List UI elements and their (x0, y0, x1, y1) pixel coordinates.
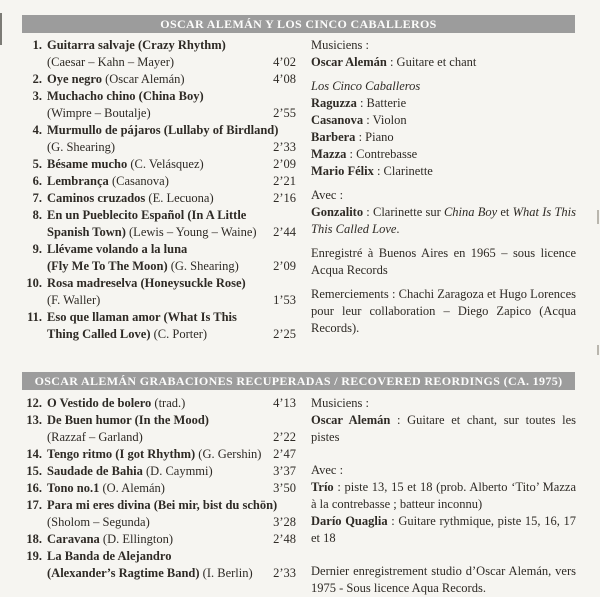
credit-line: Remerciements : Chachi Zaragoza et Hugo Lorences pour leur collaboration – Diego Zapico (Acqua Records). (311, 287, 576, 335)
track-title: Muchacho chino (China Boy) (47, 89, 204, 103)
track-row (22, 480, 296, 497)
track-duration: 2’48 (273, 532, 296, 546)
track-number: 11. (27, 310, 42, 324)
scan-edge-artifact (0, 13, 2, 45)
track-title: O Vestido de bolero (trad.) (47, 396, 186, 410)
track-number (22, 258, 42, 275)
track-title: Caravana (D. Ellington) (47, 532, 174, 546)
track-number: 2. (32, 72, 42, 86)
track-number (22, 565, 42, 582)
track-title: Rosa madreselva (Honeysuckle Rose) (47, 276, 246, 290)
track-title: Tengo ritmo (I got Rhythm) (G. Gershin) (47, 447, 262, 461)
track-row (22, 531, 296, 548)
track-duration: 4’08 (273, 72, 296, 86)
scan-mark-artifact (597, 345, 599, 355)
track-title: Saudade de Bahia (D. Caymmi) (47, 464, 213, 478)
track-row (22, 309, 296, 326)
track-row (22, 275, 296, 292)
track-duration: 2’33 (273, 566, 296, 580)
track-duration (262, 88, 296, 105)
track-title: Spanish Town) (Lewis – Young – Waine) (47, 225, 257, 239)
track-duration (262, 207, 296, 224)
track-number (22, 429, 42, 446)
track-number: 17. (26, 498, 42, 512)
track-duration: 2’33 (273, 140, 296, 154)
track-row (22, 190, 296, 207)
track-duration (262, 241, 296, 258)
track-duration: 2’16 (273, 191, 296, 205)
track-row (22, 71, 296, 88)
track-duration: 3’37 (273, 464, 296, 478)
track-duration: 4’13 (273, 396, 296, 410)
track-number: 12. (26, 396, 42, 410)
track-number: 19. (26, 549, 42, 563)
track-row (22, 292, 296, 309)
track-duration: 2’55 (273, 106, 296, 120)
track-row (22, 122, 296, 139)
track-title: (Razzaf – Garland) (47, 430, 143, 444)
track-row (22, 326, 296, 343)
track-duration: 3’50 (273, 481, 296, 495)
track-title: (Sholom – Segunda) (47, 515, 150, 529)
track-title: Caminos cruzados (E. Lecuona) (47, 191, 214, 205)
credit-line: Mazza : Contrebasse (311, 147, 418, 161)
track-row (22, 37, 296, 54)
track-number (22, 139, 42, 156)
track-duration: 2’09 (273, 157, 296, 171)
track-title: De Buen humor (In the Mood) (47, 413, 209, 427)
track-title: Oye negro (Oscar Alemán) (47, 72, 185, 86)
track-duration: 2’21 (273, 174, 296, 188)
track-duration (262, 37, 296, 54)
section2-header-bar (22, 372, 575, 390)
track-duration (262, 412, 296, 429)
track-number (22, 326, 42, 343)
track-title: Para mi eres divina (Bei mir, bist du schön) (47, 498, 278, 512)
credit-line: Gonzalito : Clarinette sur China Boy et What Is This This Called Love. (311, 205, 576, 236)
track-title: Lembrança (Casanova) (47, 174, 169, 188)
track-row (22, 395, 296, 412)
track-row (22, 173, 296, 190)
track-number: 15. (26, 464, 42, 478)
track-number: 14. (26, 447, 42, 461)
section2-header-title: OSCAR ALEMÁN GRABACIONES RECUPERADAS / RECOVERED REORDINGS (CA. 1975) (34, 373, 563, 388)
track-row (22, 429, 296, 446)
track-number: 6. (32, 174, 42, 188)
track-title: Thing Called Love) (C. Porter) (47, 327, 208, 341)
track-row (22, 548, 296, 565)
track-row (22, 224, 296, 241)
track-number: 16. (26, 481, 42, 495)
track-duration: 2’44 (273, 225, 296, 239)
track-row (22, 54, 296, 71)
track-row (22, 497, 296, 514)
track-title: Murmullo de pájaros (Lullaby of Birdland) (47, 123, 279, 137)
credit-line: Avec : (311, 188, 344, 202)
track-row (22, 139, 296, 156)
credit-line: Enregistré à Buenos Aires en 1965 – sous licence Acqua Records (311, 246, 576, 277)
track-number (22, 105, 42, 122)
track-row (22, 412, 296, 429)
credit-line: Barbera : Piano (311, 130, 394, 144)
track-row (22, 446, 296, 463)
section1-header-bar (22, 15, 575, 33)
credit-line: Mario Félix : Clarinette (311, 164, 433, 178)
credit-line: Trío : piste 13, 15 et 18 (prob. Alberto ‘Tito’ Mazza à la contrebasse ; batteur inconnu) (311, 480, 576, 511)
credit-line: Musiciens : (311, 396, 369, 410)
track-duration (262, 309, 296, 326)
credit-line: Musiciens : (311, 38, 369, 52)
track-title: La Banda de Alejandro (47, 549, 172, 563)
track-duration (262, 548, 296, 565)
track-row (22, 156, 296, 173)
track-duration (262, 275, 296, 292)
section1-header-title: OSCAR ALEMÁN Y LOS CINCO CABALLEROS (160, 16, 437, 31)
credit-line: Oscar Alemán : Guitare et chant, sur toutes les pistes (311, 413, 576, 444)
track-title: Bésame mucho (C. Velásquez) (47, 157, 204, 171)
track-row (22, 88, 296, 105)
track-number: 13. (26, 413, 42, 427)
section1-track-list (22, 37, 296, 343)
track-number (22, 54, 42, 71)
credit-line: Dernier enregistrement studio d’Oscar Alemán, vers 1975 - Sous licence Aqua Records. (311, 564, 576, 595)
track-title: (G. Shearing) (47, 140, 116, 154)
track-title: Eso que llaman amor (What Is This (47, 310, 237, 324)
section2-track-list (22, 395, 296, 582)
track-number: 7. (32, 191, 42, 205)
credit-line: Los Cinco Caballeros (311, 79, 421, 93)
track-number: 3. (32, 89, 42, 103)
track-duration: 4’02 (273, 55, 296, 69)
track-title: (Alexander’s Ragtime Band) (I. Berlin) (47, 566, 253, 580)
credit-line: Raguzza : Batterie (311, 96, 407, 110)
scan-mark-artifact (597, 210, 599, 224)
track-title: Llévame volando a la luna (47, 242, 188, 256)
track-number (22, 514, 42, 531)
credit-line: Casanova : Violon (311, 113, 407, 127)
track-number: 5. (32, 157, 42, 171)
track-number (22, 292, 42, 309)
track-title: En un Pueblecito Español (In A Little (47, 208, 247, 222)
track-row (22, 463, 296, 480)
credit-line: Darío Quaglia : Guitare rythmique, piste 15, 16, 17 et 18 (311, 514, 576, 545)
section1-credits-column (311, 37, 576, 337)
track-row (22, 105, 296, 122)
track-number: 1. (32, 38, 42, 52)
track-title: Tono no.1 (O. Alemán) (47, 481, 165, 495)
track-number: 18. (26, 532, 42, 546)
credit-line: Avec : (311, 463, 344, 477)
track-duration (277, 497, 311, 514)
track-number: 9. (32, 242, 42, 256)
track-duration: 3’28 (273, 515, 296, 529)
track-number: 4. (32, 123, 42, 137)
track-title: (Wimpre – Boutalje) (47, 106, 151, 120)
section2-credits-column (311, 395, 576, 597)
track-number: 10. (26, 276, 42, 290)
track-row (22, 241, 296, 258)
track-duration (278, 122, 312, 139)
track-duration: 2’25 (273, 327, 296, 341)
track-title: (Caesar – Kahn – Mayer) (47, 55, 175, 69)
track-row (22, 207, 296, 224)
track-title: Guitarra salvaje (Crazy Rhythm) (47, 38, 226, 52)
track-row (22, 514, 296, 531)
track-number (22, 224, 42, 241)
track-duration: 2’22 (273, 430, 296, 444)
track-duration: 2’47 (273, 447, 296, 461)
track-duration: 1’53 (273, 293, 296, 307)
track-title: (F. Waller) (47, 293, 101, 307)
track-row (22, 565, 296, 582)
track-number: 8. (32, 208, 42, 222)
track-duration: 2’09 (273, 259, 296, 273)
track-title: (Fly Me To The Moon) (G. Shearing) (47, 259, 239, 273)
credit-line: Oscar Alemán : Guitare et chant (311, 55, 477, 69)
track-row (22, 258, 296, 275)
